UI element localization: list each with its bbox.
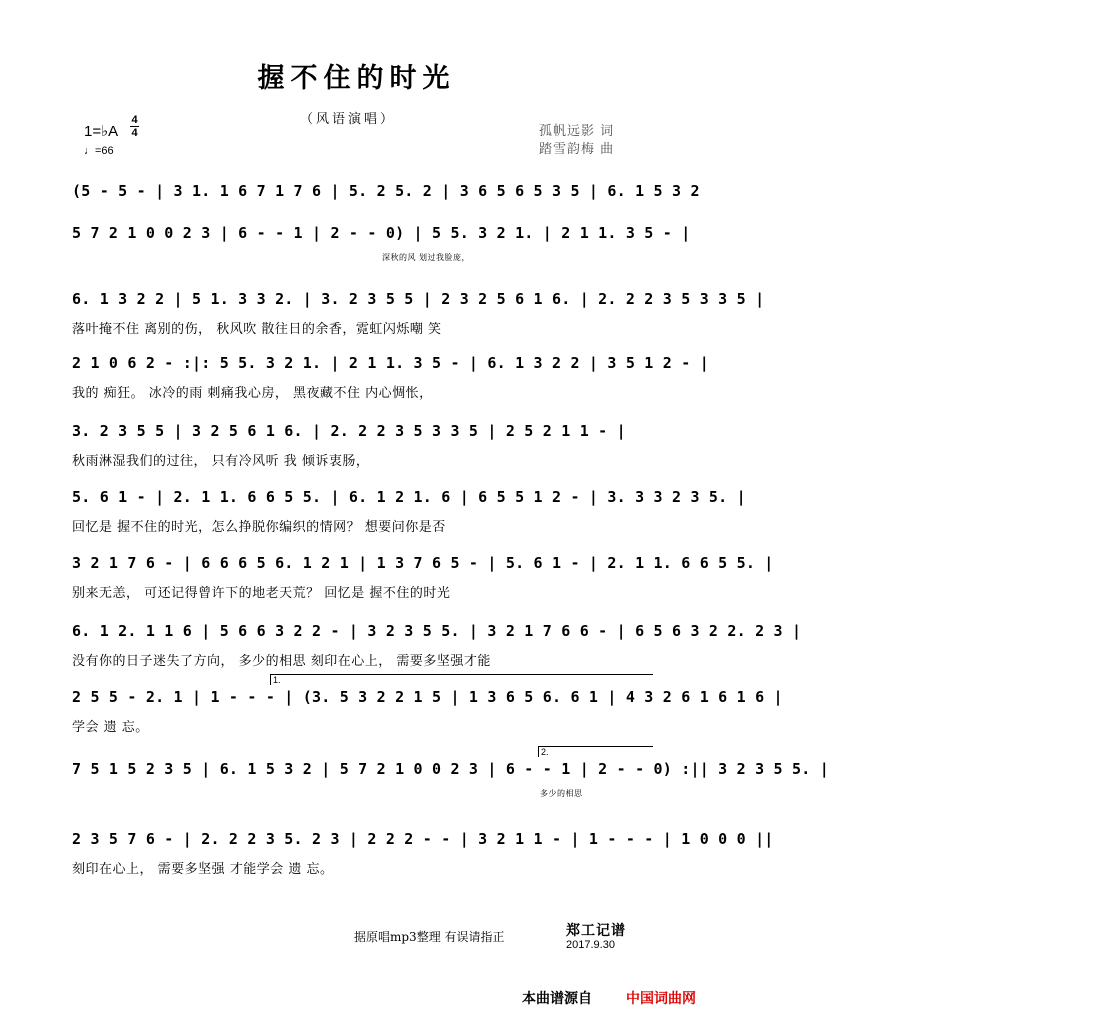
notation-line: 2 5 5 - 2. 1 | 1 - - - | (3. 5 3 2 2 1 5 | 1 3 6 5 6. 6 1 | 4 3 2 6 1 6 1 6 | — [72, 688, 783, 706]
notation-line: (5 - 5 - | 3 1. 1 6 7 1 7 6 | 5. 2 5. 2 | 3 6 5 6 5 3 5 | 6. 1 5 3 2 — [72, 182, 700, 200]
transcription-date: 2017.9.30 — [566, 939, 615, 951]
lyrics-line: 没有你的日子迷失了方向， 多少的相思 刻印在心上， 需要多坚强才能 — [72, 654, 491, 669]
notation-line: 2 1 0 6 2 - :|: 5 5. 3 2 1. | 2 1 1. 3 5 - | 6. 1 3 2 2 | 3 5 1 2 - | — [72, 354, 709, 372]
notation-line: 6. 1 3 2 2 | 5 1. 3 3 2. | 3. 2 3 5 5 | 2 3 2 5 6 1 6. | 2. 2 2 3 5 3 3 5 | — [72, 290, 765, 308]
notation-line: 7 5 1 5 2 3 5 | 6. 1 5 3 2 | 5 7 2 1 0 0 2 3 | 6 - - 1 | 2 - - 0) :|| 3 2 3 5 5. | — [72, 760, 829, 778]
transcriber-credit: 郑工记谱 — [566, 923, 626, 939]
lyrics-line: 别来无恙， 可还记得曾许下的地老天荒？ 回忆是 握不住的时光 — [72, 586, 451, 601]
time-signature — [130, 114, 139, 139]
song-title: 握不住的时光 — [257, 63, 456, 94]
lyrics-line: 多少的相思 — [540, 789, 583, 798]
notation-line: 2 3 5 7 6 - | 2. 2 2 3 5. 2 3 | 2 2 2 - - | 3 2 1 1 - | 1 - - - | 1 0 0 0 || — [72, 830, 774, 848]
time-signature-denominator: 4 — [131, 127, 138, 139]
source-site-link[interactable]: 中国词曲网 — [626, 991, 696, 1007]
singer-credit: （风语演唱） — [300, 112, 397, 127]
lyrics-line: 落叶掩不住 离别的伤， 秋风吹 散往日的余香，霓虹闪烁嘲 笑 — [72, 322, 442, 337]
time-signature-numerator: 4 — [131, 114, 138, 126]
notation-line: 6. 1 2. 1 1 6 | 5 6 6 3 2 2 - | 3 2 3 5 5. | 3 2 1 7 6 6 - | 6 5 6 3 2 2. 2 3 | — [72, 622, 802, 640]
lyrics-line: 深秋的风 划过我脸庞， — [382, 253, 471, 262]
lyrics-line: 回忆是 握不住的时光，怎么挣脱你编织的情网？ 想要问你是否 — [72, 520, 446, 535]
volta-bracket: 2. — [538, 746, 653, 757]
lyrics-line: 刻印在心上， 需要多坚强 才能学会 遗 忘。 — [72, 862, 334, 877]
lyrics-line: 秋雨淋湿我们的过往， 只有冷风听 我 倾诉衷肠， — [72, 454, 370, 469]
lyrics-line: 学会 遗 忘。 — [72, 720, 149, 735]
notation-line: 3. 2 3 5 5 | 3 2 5 6 1 6. | 2. 2 2 3 5 3 3 5 | 2 5 2 1 1 - | — [72, 422, 626, 440]
notation-line: 5. 6 1 - | 2. 1 1. 6 6 5 5. | 6. 1 2 1. 6 | 6 5 5 1 2 - | 3. 3 3 2 3 5. | — [72, 488, 746, 506]
notation-line: 5 7 2 1 0 0 2 3 | 6 - - 1 | 2 - - 0) | 5 5. 3 2 1. | 2 1 1. 3 5 - | — [72, 224, 691, 242]
notation-line: 3 2 1 7 6 - | 6 6 6 5 6. 1 2 1 | 1 3 7 6 5 - | 5. 6 1 - | 2. 1 1. 6 6 5 5. | — [72, 554, 774, 572]
composer-credit: 踏雪韵梅 曲 — [539, 142, 615, 157]
key-signature: 1=♭A — [84, 123, 119, 140]
tempo-marking: ♩=66 — [84, 145, 114, 157]
lyricist-credit: 孤帆远影 词 — [539, 124, 615, 139]
transcription-note: 据原唱mp3整理 有误请指正 — [354, 930, 505, 944]
volta-bracket: 1. — [270, 674, 653, 685]
lyrics-line: 我的 痴狂。 冰冷的雨 刺痛我心房， 黑夜藏不住 内心惆怅， — [72, 386, 433, 401]
source-label: 本曲谱源自 — [522, 991, 592, 1007]
